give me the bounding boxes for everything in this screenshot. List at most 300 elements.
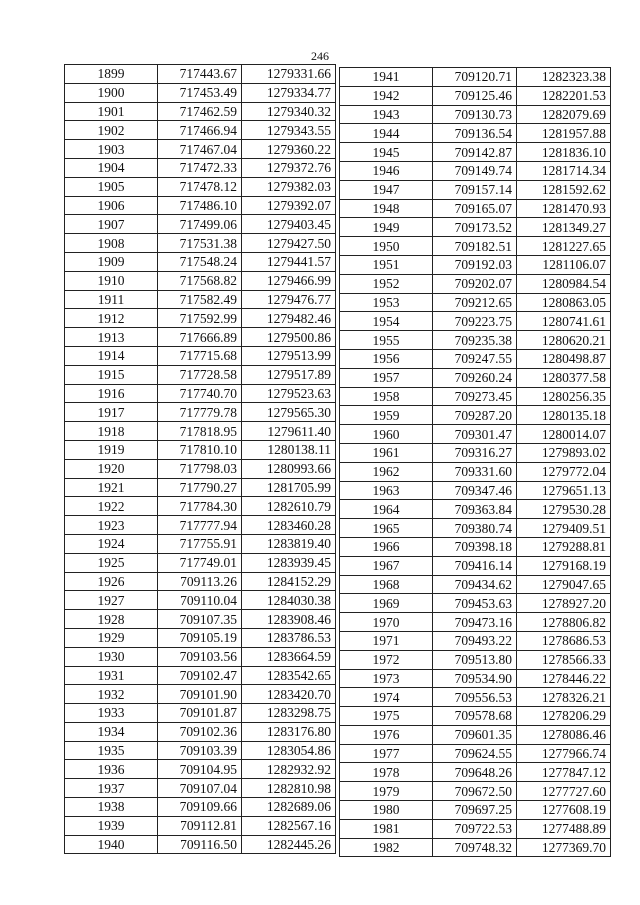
point-number-cell: 1940 bbox=[65, 835, 158, 854]
table-row bbox=[340, 481, 611, 500]
point-number-cell: 1952 bbox=[340, 274, 433, 293]
table-row bbox=[65, 309, 336, 328]
x-coordinate-cell: 717592.99 bbox=[158, 309, 242, 328]
x-coordinate-cell: 709142.87 bbox=[433, 143, 517, 162]
point-number-cell: 1941 bbox=[340, 68, 433, 87]
point-number-cell: 1926 bbox=[65, 572, 158, 591]
x-coordinate-cell: 709120.71 bbox=[433, 68, 517, 87]
point-number-cell: 1961 bbox=[340, 443, 433, 462]
table-row bbox=[340, 425, 611, 444]
y-coordinate-cell: 1278927.20 bbox=[517, 594, 611, 613]
y-coordinate-cell: 1282810.98 bbox=[242, 779, 336, 798]
x-coordinate-cell: 709434.62 bbox=[433, 575, 517, 594]
point-number-cell: 1959 bbox=[340, 406, 433, 425]
point-number-cell: 1915 bbox=[65, 365, 158, 384]
table-row bbox=[340, 274, 611, 293]
point-number-cell: 1908 bbox=[65, 234, 158, 253]
x-coordinate-cell: 717790.27 bbox=[158, 478, 242, 497]
y-coordinate-cell: 1277369.70 bbox=[517, 838, 611, 857]
y-coordinate-cell: 1279530.28 bbox=[517, 500, 611, 519]
point-number-cell: 1981 bbox=[340, 819, 433, 838]
y-coordinate-cell: 1279382.03 bbox=[242, 177, 336, 196]
table-row bbox=[340, 293, 611, 312]
x-coordinate-cell: 709103.39 bbox=[158, 741, 242, 760]
point-number-cell: 1949 bbox=[340, 218, 433, 237]
table-row bbox=[340, 819, 611, 838]
point-number-cell: 1969 bbox=[340, 594, 433, 613]
x-coordinate-cell: 709212.65 bbox=[433, 293, 517, 312]
table-row bbox=[65, 666, 336, 685]
x-coordinate-cell: 709125.46 bbox=[433, 86, 517, 105]
x-coordinate-cell: 709101.90 bbox=[158, 685, 242, 704]
table-row bbox=[340, 631, 611, 650]
y-coordinate-cell: 1281957.88 bbox=[517, 124, 611, 143]
point-number-cell: 1945 bbox=[340, 143, 433, 162]
y-coordinate-cell: 1281592.62 bbox=[517, 180, 611, 199]
y-coordinate-cell: 1283908.46 bbox=[242, 610, 336, 629]
x-coordinate-cell: 717472.33 bbox=[158, 158, 242, 177]
table-row bbox=[340, 725, 611, 744]
x-coordinate-cell: 717715.68 bbox=[158, 346, 242, 365]
table-row bbox=[65, 252, 336, 271]
table-row bbox=[65, 365, 336, 384]
table-row bbox=[65, 553, 336, 572]
x-coordinate-cell: 717755.91 bbox=[158, 534, 242, 553]
point-number-cell: 1943 bbox=[340, 105, 433, 124]
x-coordinate-cell: 709247.55 bbox=[433, 349, 517, 368]
y-coordinate-cell: 1280741.61 bbox=[517, 312, 611, 331]
table-row bbox=[340, 199, 611, 218]
table-row bbox=[340, 349, 611, 368]
x-coordinate-cell: 717499.06 bbox=[158, 215, 242, 234]
y-coordinate-cell: 1280135.18 bbox=[517, 406, 611, 425]
y-coordinate-cell: 1279565.30 bbox=[242, 403, 336, 422]
x-coordinate-cell: 709601.35 bbox=[433, 725, 517, 744]
x-coordinate-cell: 709103.56 bbox=[158, 647, 242, 666]
table-row bbox=[65, 516, 336, 535]
table-row bbox=[340, 688, 611, 707]
y-coordinate-cell: 1280256.35 bbox=[517, 387, 611, 406]
x-coordinate-cell: 709648.26 bbox=[433, 763, 517, 782]
y-coordinate-cell: 1279611.40 bbox=[242, 422, 336, 441]
x-coordinate-cell: 709202.07 bbox=[433, 274, 517, 293]
x-coordinate-cell: 709110.04 bbox=[158, 591, 242, 610]
table-row bbox=[340, 86, 611, 105]
y-coordinate-cell: 1279513.99 bbox=[242, 346, 336, 365]
y-coordinate-cell: 1279409.51 bbox=[517, 519, 611, 538]
y-coordinate-cell: 1277847.12 bbox=[517, 763, 611, 782]
table-row bbox=[65, 497, 336, 516]
point-number-cell: 1916 bbox=[65, 384, 158, 403]
table-row bbox=[340, 462, 611, 481]
table-row bbox=[340, 707, 611, 726]
y-coordinate-cell: 1277727.60 bbox=[517, 782, 611, 801]
y-coordinate-cell: 1284152.29 bbox=[242, 572, 336, 591]
point-number-cell: 1906 bbox=[65, 196, 158, 215]
table-row bbox=[340, 387, 611, 406]
x-coordinate-cell: 709380.74 bbox=[433, 519, 517, 538]
y-coordinate-cell: 1279427.50 bbox=[242, 234, 336, 253]
x-coordinate-cell: 709235.38 bbox=[433, 331, 517, 350]
table-row bbox=[65, 440, 336, 459]
x-coordinate-cell: 709624.55 bbox=[433, 744, 517, 763]
x-coordinate-cell: 709672.50 bbox=[433, 782, 517, 801]
x-coordinate-cell: 717740.70 bbox=[158, 384, 242, 403]
point-number-cell: 1911 bbox=[65, 290, 158, 309]
table-row bbox=[65, 346, 336, 365]
y-coordinate-cell: 1279517.89 bbox=[242, 365, 336, 384]
y-coordinate-cell: 1279500.86 bbox=[242, 328, 336, 347]
x-coordinate-cell: 709697.25 bbox=[433, 801, 517, 820]
y-coordinate-cell: 1281227.65 bbox=[517, 237, 611, 256]
x-coordinate-cell: 709331.60 bbox=[433, 462, 517, 481]
x-coordinate-cell: 709107.35 bbox=[158, 610, 242, 629]
y-coordinate-cell: 1284030.38 bbox=[242, 591, 336, 610]
point-number-cell: 1927 bbox=[65, 591, 158, 610]
point-number-cell: 1939 bbox=[65, 816, 158, 835]
x-coordinate-cell: 709493.22 bbox=[433, 631, 517, 650]
y-coordinate-cell: 1279392.07 bbox=[242, 196, 336, 215]
coordinates-table-right bbox=[339, 67, 611, 857]
point-number-cell: 1944 bbox=[340, 124, 433, 143]
x-coordinate-cell: 709192.03 bbox=[433, 255, 517, 274]
y-coordinate-cell: 1278086.46 bbox=[517, 725, 611, 744]
table-row bbox=[340, 650, 611, 669]
point-number-cell: 1971 bbox=[340, 631, 433, 650]
table-row bbox=[65, 835, 336, 854]
table-row bbox=[65, 647, 336, 666]
x-coordinate-cell: 717798.03 bbox=[158, 459, 242, 478]
point-number-cell: 1907 bbox=[65, 215, 158, 234]
x-coordinate-cell: 709116.50 bbox=[158, 835, 242, 854]
y-coordinate-cell: 1279288.81 bbox=[517, 537, 611, 556]
x-coordinate-cell: 717784.30 bbox=[158, 497, 242, 516]
point-number-cell: 1901 bbox=[65, 102, 158, 121]
table-row bbox=[340, 368, 611, 387]
y-coordinate-cell: 1278206.29 bbox=[517, 707, 611, 726]
table-row bbox=[65, 384, 336, 403]
x-coordinate-cell: 709223.75 bbox=[433, 312, 517, 331]
x-coordinate-cell: 709534.90 bbox=[433, 669, 517, 688]
x-coordinate-cell: 717466.94 bbox=[158, 121, 242, 140]
y-coordinate-cell: 1278446.22 bbox=[517, 669, 611, 688]
point-number-cell: 1954 bbox=[340, 312, 433, 331]
y-coordinate-cell: 1283460.28 bbox=[242, 516, 336, 535]
y-coordinate-cell: 1280984.54 bbox=[517, 274, 611, 293]
table-row bbox=[65, 459, 336, 478]
y-coordinate-cell: 1279331.66 bbox=[242, 65, 336, 84]
point-number-cell: 1976 bbox=[340, 725, 433, 744]
coordinates-table-left bbox=[64, 64, 336, 854]
y-coordinate-cell: 1280498.87 bbox=[517, 349, 611, 368]
y-coordinate-cell: 1281106.07 bbox=[517, 255, 611, 274]
point-number-cell: 1899 bbox=[65, 65, 158, 84]
page-number: 246 bbox=[311, 49, 329, 63]
x-coordinate-cell: 717777.94 bbox=[158, 516, 242, 535]
table-row bbox=[340, 180, 611, 199]
x-coordinate-cell: 709363.84 bbox=[433, 500, 517, 519]
point-number-cell: 1903 bbox=[65, 140, 158, 159]
y-coordinate-cell: 1281714.34 bbox=[517, 161, 611, 180]
x-coordinate-cell: 709453.63 bbox=[433, 594, 517, 613]
table-row bbox=[340, 801, 611, 820]
x-coordinate-cell: 709556.53 bbox=[433, 688, 517, 707]
table-row bbox=[340, 575, 611, 594]
y-coordinate-cell: 1277608.19 bbox=[517, 801, 611, 820]
point-number-cell: 1904 bbox=[65, 158, 158, 177]
y-coordinate-cell: 1279476.77 bbox=[242, 290, 336, 309]
x-coordinate-cell: 717582.49 bbox=[158, 290, 242, 309]
point-number-cell: 1922 bbox=[65, 497, 158, 516]
point-number-cell: 1930 bbox=[65, 647, 158, 666]
x-coordinate-cell: 717749.01 bbox=[158, 553, 242, 572]
point-number-cell: 1968 bbox=[340, 575, 433, 594]
point-number-cell: 1973 bbox=[340, 669, 433, 688]
y-coordinate-cell: 1280993.66 bbox=[242, 459, 336, 478]
y-coordinate-cell: 1279372.76 bbox=[242, 158, 336, 177]
table-row bbox=[340, 556, 611, 575]
table-row bbox=[340, 124, 611, 143]
table-row bbox=[65, 798, 336, 817]
point-number-cell: 1964 bbox=[340, 500, 433, 519]
point-number-cell: 1909 bbox=[65, 252, 158, 271]
point-number-cell: 1912 bbox=[65, 309, 158, 328]
table-row bbox=[65, 196, 336, 215]
table-row bbox=[65, 328, 336, 347]
table-row bbox=[340, 312, 611, 331]
table-row bbox=[340, 331, 611, 350]
x-coordinate-cell: 709182.51 bbox=[433, 237, 517, 256]
y-coordinate-cell: 1283298.75 bbox=[242, 704, 336, 723]
table-row bbox=[65, 403, 336, 422]
y-coordinate-cell: 1282201.53 bbox=[517, 86, 611, 105]
x-coordinate-cell: 717486.10 bbox=[158, 196, 242, 215]
table-row bbox=[340, 537, 611, 556]
table-row bbox=[340, 782, 611, 801]
table-row bbox=[65, 779, 336, 798]
point-number-cell: 1967 bbox=[340, 556, 433, 575]
point-number-cell: 1978 bbox=[340, 763, 433, 782]
point-number-cell: 1979 bbox=[340, 782, 433, 801]
y-coordinate-cell: 1279343.55 bbox=[242, 121, 336, 140]
x-coordinate-cell: 709157.14 bbox=[433, 180, 517, 199]
x-coordinate-cell: 717779.78 bbox=[158, 403, 242, 422]
x-coordinate-cell: 709136.54 bbox=[433, 124, 517, 143]
table-row bbox=[340, 68, 611, 87]
point-number-cell: 1956 bbox=[340, 349, 433, 368]
x-coordinate-cell: 717818.95 bbox=[158, 422, 242, 441]
point-number-cell: 1980 bbox=[340, 801, 433, 820]
table-row bbox=[340, 500, 611, 519]
point-number-cell: 1958 bbox=[340, 387, 433, 406]
table-row bbox=[340, 218, 611, 237]
y-coordinate-cell: 1278806.82 bbox=[517, 613, 611, 632]
y-coordinate-cell: 1277488.89 bbox=[517, 819, 611, 838]
table-row bbox=[65, 65, 336, 84]
x-coordinate-cell: 709104.95 bbox=[158, 760, 242, 779]
point-number-cell: 1932 bbox=[65, 685, 158, 704]
point-number-cell: 1935 bbox=[65, 741, 158, 760]
point-number-cell: 1933 bbox=[65, 704, 158, 723]
x-coordinate-cell: 709287.20 bbox=[433, 406, 517, 425]
point-number-cell: 1951 bbox=[340, 255, 433, 274]
x-coordinate-cell: 709109.66 bbox=[158, 798, 242, 817]
y-coordinate-cell: 1282323.38 bbox=[517, 68, 611, 87]
point-number-cell: 1962 bbox=[340, 462, 433, 481]
y-coordinate-cell: 1282445.26 bbox=[242, 835, 336, 854]
point-number-cell: 1924 bbox=[65, 534, 158, 553]
x-coordinate-cell: 717462.59 bbox=[158, 102, 242, 121]
table-row bbox=[340, 519, 611, 538]
y-coordinate-cell: 1283176.80 bbox=[242, 722, 336, 741]
x-coordinate-cell: 709398.18 bbox=[433, 537, 517, 556]
table-row bbox=[340, 613, 611, 632]
x-coordinate-cell: 709316.27 bbox=[433, 443, 517, 462]
x-coordinate-cell: 709102.36 bbox=[158, 722, 242, 741]
x-coordinate-cell: 709105.19 bbox=[158, 628, 242, 647]
point-number-cell: 1938 bbox=[65, 798, 158, 817]
table-row bbox=[65, 102, 336, 121]
table-row bbox=[65, 158, 336, 177]
y-coordinate-cell: 1280620.21 bbox=[517, 331, 611, 350]
y-coordinate-cell: 1279482.46 bbox=[242, 309, 336, 328]
y-coordinate-cell: 1283939.45 bbox=[242, 553, 336, 572]
y-coordinate-cell: 1280377.58 bbox=[517, 368, 611, 387]
y-coordinate-cell: 1278686.53 bbox=[517, 631, 611, 650]
point-number-cell: 1917 bbox=[65, 403, 158, 422]
x-coordinate-cell: 717548.24 bbox=[158, 252, 242, 271]
point-number-cell: 1902 bbox=[65, 121, 158, 140]
x-coordinate-cell: 709301.47 bbox=[433, 425, 517, 444]
point-number-cell: 1950 bbox=[340, 237, 433, 256]
x-coordinate-cell: 717453.49 bbox=[158, 83, 242, 102]
table-row bbox=[340, 255, 611, 274]
x-coordinate-cell: 709112.81 bbox=[158, 816, 242, 835]
y-coordinate-cell: 1279651.13 bbox=[517, 481, 611, 500]
x-coordinate-cell: 709473.16 bbox=[433, 613, 517, 632]
point-number-cell: 1937 bbox=[65, 779, 158, 798]
table-row bbox=[65, 685, 336, 704]
x-coordinate-cell: 709102.47 bbox=[158, 666, 242, 685]
point-number-cell: 1974 bbox=[340, 688, 433, 707]
point-number-cell: 1972 bbox=[340, 650, 433, 669]
table-row bbox=[340, 143, 611, 162]
point-number-cell: 1931 bbox=[65, 666, 158, 685]
x-coordinate-cell: 709578.68 bbox=[433, 707, 517, 726]
table-row bbox=[65, 121, 336, 140]
x-coordinate-cell: 709113.26 bbox=[158, 572, 242, 591]
table-row bbox=[65, 628, 336, 647]
x-coordinate-cell: 717478.12 bbox=[158, 177, 242, 196]
table-row bbox=[65, 610, 336, 629]
x-coordinate-cell: 709260.24 bbox=[433, 368, 517, 387]
table-row bbox=[340, 105, 611, 124]
x-coordinate-cell: 717443.67 bbox=[158, 65, 242, 84]
y-coordinate-cell: 1281470.93 bbox=[517, 199, 611, 218]
y-coordinate-cell: 1279168.19 bbox=[517, 556, 611, 575]
point-number-cell: 1942 bbox=[340, 86, 433, 105]
point-number-cell: 1970 bbox=[340, 613, 433, 632]
x-coordinate-cell: 709165.07 bbox=[433, 199, 517, 218]
x-coordinate-cell: 709748.32 bbox=[433, 838, 517, 857]
y-coordinate-cell: 1282689.06 bbox=[242, 798, 336, 817]
point-number-cell: 1963 bbox=[340, 481, 433, 500]
y-coordinate-cell: 1281836.10 bbox=[517, 143, 611, 162]
point-number-cell: 1953 bbox=[340, 293, 433, 312]
point-number-cell: 1929 bbox=[65, 628, 158, 647]
point-number-cell: 1920 bbox=[65, 459, 158, 478]
point-number-cell: 1960 bbox=[340, 425, 433, 444]
x-coordinate-cell: 709273.45 bbox=[433, 387, 517, 406]
y-coordinate-cell: 1279334.77 bbox=[242, 83, 336, 102]
point-number-cell: 1914 bbox=[65, 346, 158, 365]
table-row bbox=[65, 422, 336, 441]
table-row bbox=[65, 816, 336, 835]
table-row bbox=[65, 722, 336, 741]
y-coordinate-cell: 1282567.16 bbox=[242, 816, 336, 835]
y-coordinate-cell: 1279893.02 bbox=[517, 443, 611, 462]
y-coordinate-cell: 1281349.27 bbox=[517, 218, 611, 237]
y-coordinate-cell: 1279403.45 bbox=[242, 215, 336, 234]
point-number-cell: 1946 bbox=[340, 161, 433, 180]
x-coordinate-cell: 717728.58 bbox=[158, 365, 242, 384]
y-coordinate-cell: 1280014.07 bbox=[517, 425, 611, 444]
y-coordinate-cell: 1279523.63 bbox=[242, 384, 336, 403]
y-coordinate-cell: 1283054.86 bbox=[242, 741, 336, 760]
point-number-cell: 1936 bbox=[65, 760, 158, 779]
point-number-cell: 1923 bbox=[65, 516, 158, 535]
point-number-cell: 1919 bbox=[65, 440, 158, 459]
table-row bbox=[65, 83, 336, 102]
point-number-cell: 1900 bbox=[65, 83, 158, 102]
table-row bbox=[65, 741, 336, 760]
table-row bbox=[65, 704, 336, 723]
y-coordinate-cell: 1282932.92 bbox=[242, 760, 336, 779]
x-coordinate-cell: 709101.87 bbox=[158, 704, 242, 723]
y-coordinate-cell: 1279772.04 bbox=[517, 462, 611, 481]
table-row bbox=[65, 177, 336, 196]
point-number-cell: 1957 bbox=[340, 368, 433, 387]
point-number-cell: 1982 bbox=[340, 838, 433, 857]
point-number-cell: 1947 bbox=[340, 180, 433, 199]
point-number-cell: 1910 bbox=[65, 271, 158, 290]
y-coordinate-cell: 1277966.74 bbox=[517, 744, 611, 763]
y-coordinate-cell: 1283819.40 bbox=[242, 534, 336, 553]
table-row bbox=[65, 215, 336, 234]
table-row bbox=[340, 594, 611, 613]
y-coordinate-cell: 1279441.57 bbox=[242, 252, 336, 271]
x-coordinate-cell: 709513.80 bbox=[433, 650, 517, 669]
y-coordinate-cell: 1282610.79 bbox=[242, 497, 336, 516]
point-number-cell: 1925 bbox=[65, 553, 158, 572]
x-coordinate-cell: 717467.04 bbox=[158, 140, 242, 159]
x-coordinate-cell: 709149.74 bbox=[433, 161, 517, 180]
point-number-cell: 1955 bbox=[340, 331, 433, 350]
y-coordinate-cell: 1279466.99 bbox=[242, 271, 336, 290]
point-number-cell: 1966 bbox=[340, 537, 433, 556]
y-coordinate-cell: 1280863.05 bbox=[517, 293, 611, 312]
table-row bbox=[65, 534, 336, 553]
point-number-cell: 1965 bbox=[340, 519, 433, 538]
point-number-cell: 1975 bbox=[340, 707, 433, 726]
table-row bbox=[340, 744, 611, 763]
table-row bbox=[65, 271, 336, 290]
table-row bbox=[340, 237, 611, 256]
y-coordinate-cell: 1283786.53 bbox=[242, 628, 336, 647]
table-row bbox=[65, 591, 336, 610]
x-coordinate-cell: 717531.38 bbox=[158, 234, 242, 253]
point-number-cell: 1918 bbox=[65, 422, 158, 441]
